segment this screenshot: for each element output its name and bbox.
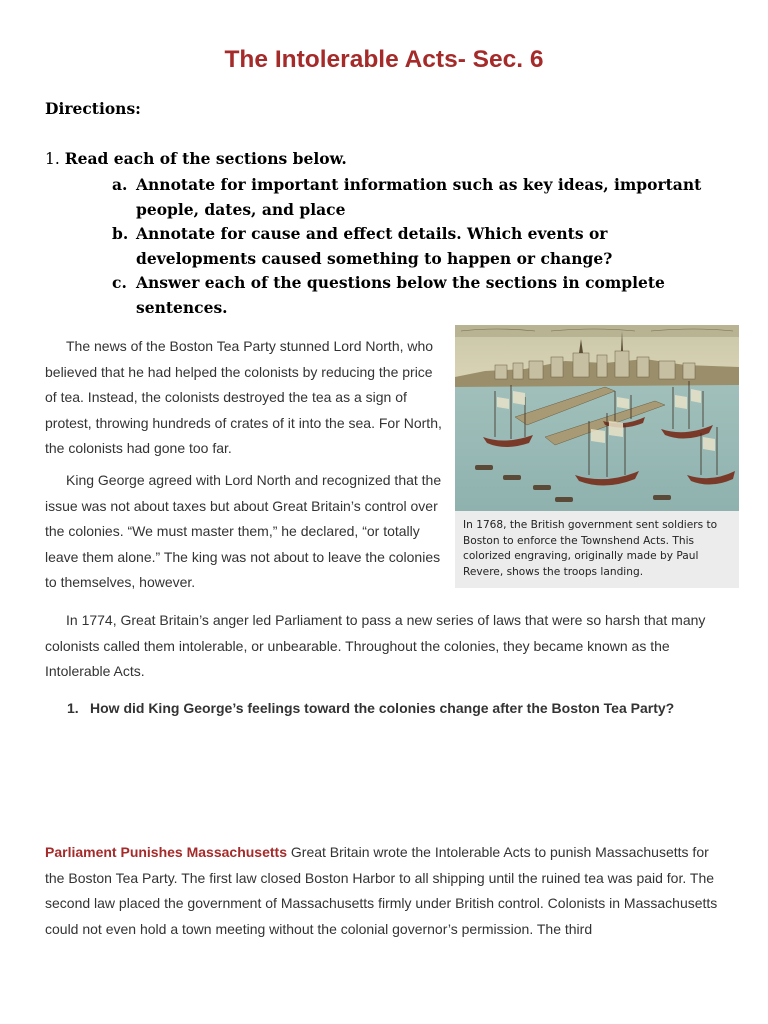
list-item-text: Annotate for cause and effect details. Which events or developments caused something to happen or change? bbox=[136, 224, 613, 268]
list-marker: a. bbox=[112, 175, 128, 194]
list-item bbox=[112, 271, 732, 320]
list-item bbox=[112, 173, 732, 222]
list-item-text: Answer each of the questions below the sections in complete sentences. bbox=[136, 273, 665, 317]
paragraph-intolerable-acts: In 1774, Great Britain’s anger led Parliament to pass a new series of laws that were so harsh that many colonists called them intolerable, or unbearable. Throughout the colonies, they became known as the Intolerable Acts. bbox=[45, 612, 706, 679]
page-title: The Intolerable Acts- Sec. 6 bbox=[224, 46, 544, 73]
question-text: How did King George’s feelings toward the colonies change after the Boston Tea Party? bbox=[90, 700, 675, 716]
paragraph-text: Great Britain wrote the Intolerable Acts to punish Massachusetts for the Boston Tea Party. The first law closed Boston Harbor to all shipping until the ruined tea was paid for. The second law placed the government of Massachusetts firmly under British control. Colonists in Massachusetts could not even hold a town meeting without the colonial governor’s permission. The third bbox=[45, 844, 718, 937]
directions-label: Directions: bbox=[45, 99, 141, 118]
list-item bbox=[112, 222, 732, 271]
list-marker: c. bbox=[112, 273, 127, 292]
question-1 bbox=[67, 700, 727, 716]
paragraph-parliament-punishes bbox=[45, 840, 725, 942]
step-number: 1. bbox=[45, 150, 60, 168]
list-item-text: Annotate for important information such as key ideas, important people, dates, and place bbox=[136, 175, 702, 219]
boston-harbor-engraving-image bbox=[455, 325, 739, 511]
figure-caption: In 1768, the British government sent soldiers to Boston to enforce the Townshend Acts. This colorized engraving, originally made by Paul Revere, shows the troops landing. bbox=[463, 519, 718, 578]
boston-harbor-figure bbox=[455, 325, 739, 588]
section-heading: Parliament Punishes Massachusetts bbox=[45, 844, 287, 860]
question-number: 1. bbox=[67, 700, 79, 716]
list-marker: b. bbox=[112, 224, 129, 243]
directions-sublist bbox=[112, 173, 732, 320]
step-text: Read each of the sections below. bbox=[64, 149, 347, 168]
paragraph-boston-tea-party: The news of the Boston Tea Party stunned Lord North, who believed that he had helped the colonists by reducing the price of tea. Instead, the colonists destroyed the tea as a sign of protest, throwing hundreds of crates of it into the sea. For North, the colonists had gone too far. bbox=[45, 338, 442, 456]
directions-step-1 bbox=[45, 149, 347, 168]
paragraph-king-george: King George agreed with Lord North and recognized that the issue was not about taxes but about Great Britain’s control over the colonies. “We must master them,” he declared, “or totally leave them alone.” The king was not about to leave the colonies to themselves, however. bbox=[45, 472, 442, 590]
caption-box bbox=[455, 511, 739, 588]
